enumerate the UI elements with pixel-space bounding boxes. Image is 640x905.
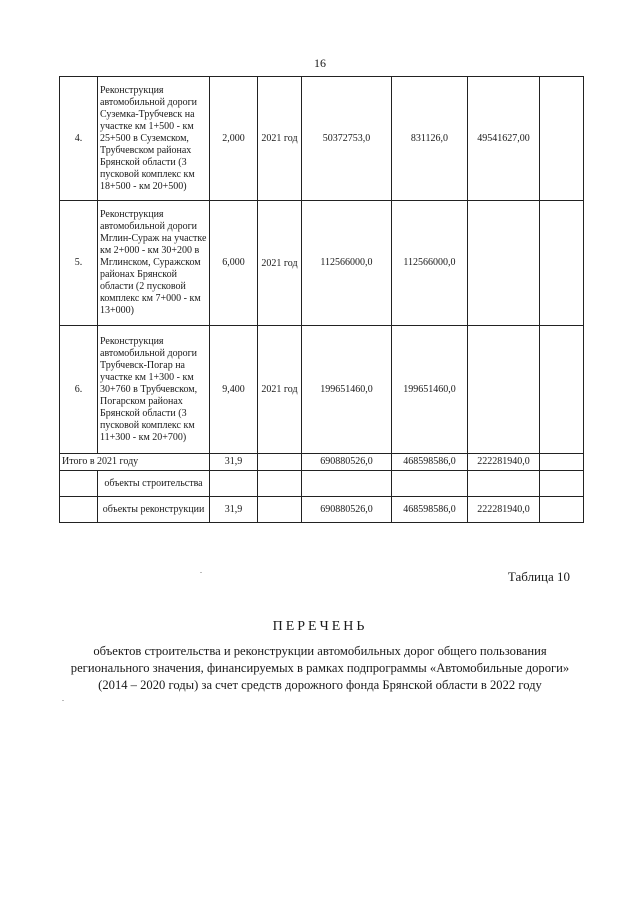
total-cost: 50372753,0 [302, 77, 392, 201]
page-number: 16 [314, 56, 326, 70]
length-km: 2,000 [210, 77, 258, 201]
blank-cell [60, 497, 98, 523]
total-row [60, 454, 584, 471]
subtotal-length [210, 471, 258, 497]
scan-speck [62, 700, 64, 701]
table-row [60, 77, 584, 201]
funding-cell-c [468, 201, 540, 326]
row-number: 4. [60, 77, 98, 201]
subtotal-cost [302, 471, 392, 497]
year-cell: 2021 год [258, 77, 302, 201]
object-name: Реконструкция автомобильной дороги Мглин-Сураж на участке км 2+000 - км 30+200 в Мглинском, Суражском районах Брянской области (2 пусковой комплекс км 7+000 - км 13+000) [98, 201, 210, 326]
document-heading: ПЕРЕЧЕНЬ [272, 619, 368, 634]
total-funding-c: 222281940,0 [468, 454, 540, 471]
object-name: Реконструкция автомобильной дороги Суземка-Трубчевск на участке км 1+500 - км 25+500 в Суземском, Трубчевском районах Брянской области (3 пусковой комплекс км 18+500 - км 20+500) [98, 77, 210, 201]
total-cost: 199651460,0 [302, 326, 392, 454]
length-km: 6,000 [210, 201, 258, 326]
funding-cell-b: 831126,0 [392, 77, 468, 201]
table-row [60, 201, 584, 326]
row-number: 5. [60, 201, 98, 326]
total-year-cell [258, 454, 302, 471]
blank-cell [60, 471, 98, 497]
table-row [60, 326, 584, 454]
total-cost: 690880526,0 [302, 454, 392, 471]
subtotal-year-cell [258, 497, 302, 523]
document-subheading: объектов строительства и реконструкции автомобильных дорог общего пользования регионального значения, финансируемых в рамках подпрограммы «Автомобильные дороги» (2014 – 2020 годы) за счет средств дорожного фонда Брянской области в 2022 году [70, 644, 570, 692]
scan-speck [200, 572, 202, 573]
row-number: 6. [60, 326, 98, 454]
year-cell: 2021 год [258, 201, 302, 326]
total-cost: 112566000,0 [302, 201, 392, 326]
total-label: Итого в 2021 году [60, 454, 210, 471]
subtotal-funding-c [468, 471, 540, 497]
subtotal-year-cell [258, 471, 302, 497]
funding-cell-c [468, 326, 540, 454]
subtotal-row-reconstruction [60, 497, 584, 523]
subtotal-length: 31,9 [210, 497, 258, 523]
length-km: 9,400 [210, 326, 258, 454]
total-funding-b: 468598586,0 [392, 454, 468, 471]
funding-cell-d [540, 201, 584, 326]
funding-cell-b: 112566000,0 [392, 201, 468, 326]
funding-cell-c: 49541627,00 [468, 77, 540, 201]
funding-cell-b: 199651460,0 [392, 326, 468, 454]
subtotal-row-construction [60, 471, 584, 497]
subtotal-funding-d [540, 471, 584, 497]
subtotal-funding-d [540, 497, 584, 523]
subtotal-label: объекты строительства [98, 471, 210, 497]
funding-cell-d [540, 77, 584, 201]
table-caption: Таблица 10 [507, 569, 570, 584]
funding-table [59, 76, 584, 523]
total-length: 31,9 [210, 454, 258, 471]
subtotal-label: объекты реконструкции [98, 497, 210, 523]
funding-cell-d [540, 326, 584, 454]
object-name: Реконструкция автомобильной дороги Трубчевск-Погар на участке км 1+300 - км 30+760 в Трубчевском, Погарском районах Брянской области (3 пусковой комплекс км 11+300 - км 20+700) [98, 326, 210, 454]
total-funding-d [540, 454, 584, 471]
subtotal-funding-b: 468598586,0 [392, 497, 468, 523]
subtotal-funding-b [392, 471, 468, 497]
year-cell: 2021 год [258, 326, 302, 454]
subtotal-cost: 690880526,0 [302, 497, 392, 523]
subtotal-funding-c: 222281940,0 [468, 497, 540, 523]
